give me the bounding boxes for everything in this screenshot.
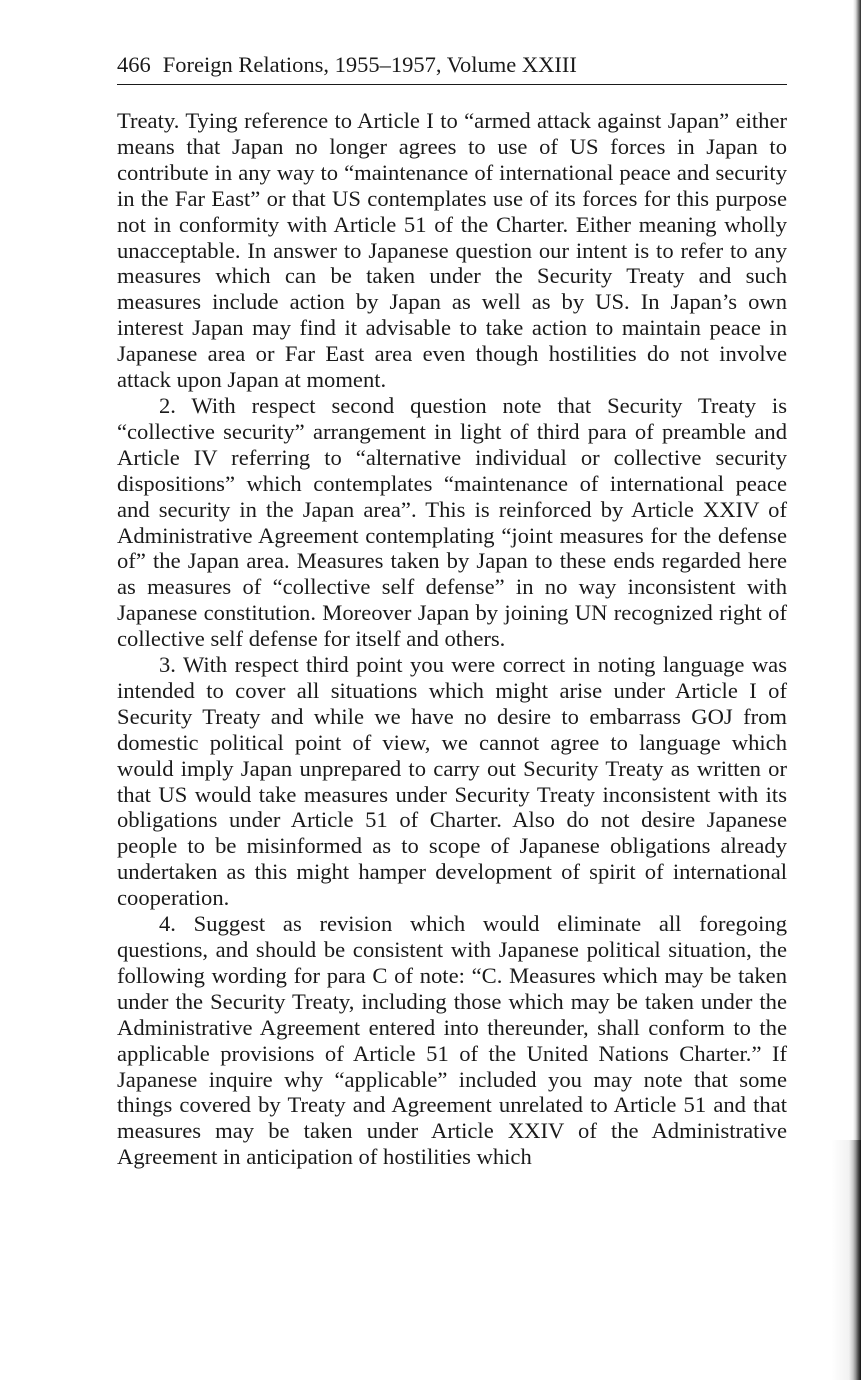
volume-title: Foreign Relations, 1955–1957, Volume XXIII (162, 52, 577, 77)
paragraph-4: 4. Suggest as revision which would eliminate all foregoing questions, and should be consistent with Japanese political situation, the following wording for para C of note: “C. Measures which may be taken under the Security Treaty, including those which may be taken under the Administrative Agreement entered into thereunder, shall conform to the applicable provisions of Article 51 of the United Nations Charter.” If Japanese inquire why “applicable” included you may note that some things covered by Treaty and Agreement unrelated to Article 51 and that measures may be taken under Article XXIV of the Administrative Agreement in anticipation of hostilities which (117, 911, 787, 1170)
paragraph-3: 3. With respect third point you were correct in noting language was intended to cover all situations which might arise under Article I of Security Treaty and while we have no desire to embarrass GOJ from domestic political point of view, we cannot agree to language which would imply Japan unprepared to carry out Security Treaty as written or that US would take measures under Security Treaty inconsistent with its obligations under Article 51 of Charter. Also do not desire Japanese people to be misinformed as to scope of Japanese obligations already undertaken as this might hamper development of spirit of international cooperation. (117, 652, 787, 911)
paragraph-continued: Treaty. Tying reference to Article I to “armed attack against Japan” either means that Japan no longer agrees to use of US forces in Japan to contribute in any way to “maintenance of international peace and security in the Far East” or that US contemplates use of its forces for this purpose not in conformity with Article 51 of the Charter. Either meaning wholly unacceptable. In answer to Japanese question our intent is to refer to any measures which can be taken under the Security Treaty and such measures include action by Japan as well as by US. In Japan’s own interest Japan may find it advisable to take action to maintain peace in Japanese area or Far East area even though hostilities do not involve attack upon Japan at moment. (117, 108, 787, 393)
paragraph-2: 2. With respect second question note that Security Treaty is “collective security” arrangement in light of third para of preamble and Article IV referring to “alternative individual or collective security dispositions” which contemplates “maintenance of international peace and security in the Japan area”. This is reinforced by Article XXIV of Administrative Agreement contemplating “joint measures for the defense of” the Japan area. Measures taken by Japan to these ends regarded here as measures of “collective self defense” in no way inconsistent with Japanese constitution. Moreover Japan by joining UN recognized right of collective self defense for itself and others. (117, 392, 787, 652)
running-header (117, 50, 787, 85)
scan-shadow (831, 1140, 861, 1380)
body-text (117, 108, 787, 1170)
page-number: 466 (117, 52, 151, 77)
